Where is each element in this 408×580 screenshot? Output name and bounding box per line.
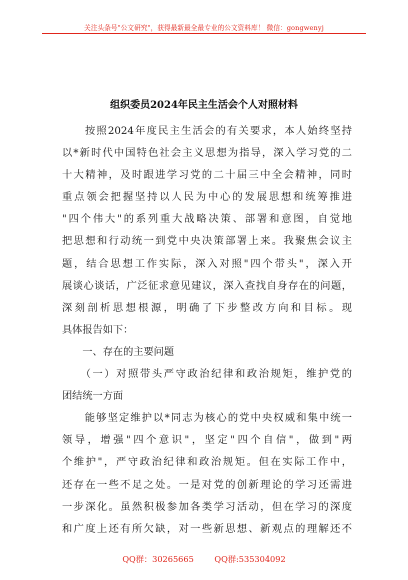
body-line: 领导，增强"四个意识"，坚定"四个自信"，做到"两 [62, 435, 352, 447]
body-line: 还存在一些不足之处。一是对党的创新理论的学习还需进 [62, 479, 352, 491]
body-line: 深刻剖析思想根源，明确了下步整改方向和目标。现 [62, 302, 352, 314]
body-line: 按照2024年度民主生活会的有关要求，本人始终坚持 [62, 126, 352, 137]
document-body [62, 121, 352, 541]
body-line: 以*新时代中国特色社会主义思想为指导，深入学习党的二 [62, 148, 352, 160]
body-line: 具体报告如下： [62, 324, 134, 336]
body-line: 十大精神，及时跟进学习党的二十届三中全会精神，同时 [62, 170, 352, 182]
document-title: 组织委员2024年民主生活会个人对照材料 [110, 100, 298, 111]
section-heading: 一、存在的主要问题 [62, 346, 175, 358]
body-line: 个维护"，严守政治纪律和政治规矩。但在实际工作中， [62, 457, 352, 469]
subsection-heading: （一）对照带头严守政治纪律和政治规矩，维护党的 [62, 369, 352, 381]
body-line: 把思想和行动统一到党中央决策部署上来。我聚焦会议主 [62, 236, 352, 248]
body-line: 一步深化。虽然积极参加各类学习活动，但在学习的深度 [62, 501, 352, 513]
body-line: 题，结合思想工作实际，深入对照"四个带头"，深入开 [62, 258, 352, 270]
body-line: 和广度上还有所欠缺，对一些新思想、新观点的理解还不 [62, 523, 352, 535]
body-line: 展谈心谈话，广泛征求意见建议，深入查找自身存在的问题， [62, 280, 352, 292]
subsection-heading: 团结统一方面 [62, 391, 124, 403]
body-line: "四个伟大"的系列重大战略决策、部署和意图，自觉地 [62, 214, 352, 226]
qq-group-1: QQ群：30265665 [122, 554, 194, 564]
body-line: 能够坚定维护以*同志为核心的党中央权威和集中统一 [62, 413, 352, 425]
banner-divider [42, 33, 366, 34]
qq-group-2: QQ群:535304092 [214, 554, 286, 564]
promo-banner: 关注头条号"公文研究"，获得最新最全最专业的公文资料库！ 微信：gongwenyj [84, 24, 324, 32]
contact-footer [0, 554, 408, 565]
body-line: 重点领会把握坚持以人民为中心的发展思想和统筹推进 [62, 192, 352, 204]
